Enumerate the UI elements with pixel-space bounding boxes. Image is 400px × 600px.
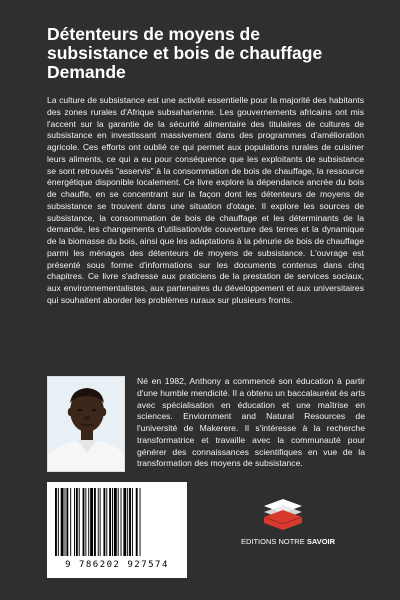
book-description: La culture de subsistance est une activité essentielle pour la majorité des habitants des zones rurales d'Afrique subsaharienne. Les gouvernements africains ont mis l'accent sur la garantie de la sécurité alimentaire des titulaires de cultures de subsistance en investissant massivement dans des programmes d'amélioration agricole. Ces efforts ont oublié ce qui permet aux populations rurales de cuisiner leurs aliments, ce qui a eu pour conséquence que les exploitants de subsistance se sont retrouvés "asservis" à la consommation de bois de chauffage, la ressource énergétique disponible localement. Ce livre explore la dépendance ancrée du bois de chauffe, en se concentrant sur la façon dont les détenteurs de moyens de subsistance se trouvent dans une situation d'otage. Il explore les sources de subsistance, la consommation de bois de chauffage et les déterminants de la demande, les changements d'utilisation/de couverture des terres et la dynamique de la biomasse du bois, ainsi que les adaptations à la pénurie de bois de chauffage parmi les ménages des détenteurs de moyens de subsistance. L'ouvrage est présenté sous forme d'informations sur les documents contenus dans cinq chapitres. Ce livre s'adresse aux praticiens de la prestation de services sociaux, aux environnementalistes, aux partenaires du développement et aux universitaires qui souhaitent aborder les problèmes ruraux sur plusieurs fronts. xyxy=(47,95,364,305)
stacked-books-icon xyxy=(258,496,308,532)
book-title-line-2: subsistance et bois de chauffage xyxy=(47,43,323,63)
isbn-digits: 9 786202 927574 xyxy=(65,560,169,570)
book-title-line-3: Demande xyxy=(47,62,126,82)
book-title-line-1: Détenteurs de moyens de xyxy=(47,24,260,44)
publisher-name xyxy=(228,537,348,546)
isbn-barcode xyxy=(47,482,187,578)
publisher-name-bold: SAVOIR xyxy=(306,537,336,546)
publisher-logo xyxy=(258,496,308,532)
book-title xyxy=(47,25,377,82)
author-biography: Né en 1982, Anthony a commencé son éducation à partir d'une humble mendicité. Il a obtenu un baccalauréat ès arts avec spécialisation en éducation et une maîtrise en sciences. Enviornment and Natural Resources de l'université de Makerere. Il s'intéresse à la recherche transformatrice et travaille avec la communauté pour générer des connaissances scientifiques en vue de la transformation des moyens de subsistance. xyxy=(137,376,365,469)
author-photo xyxy=(47,376,125,472)
publisher-name-prefix: EDITIONS NOTRE xyxy=(240,537,305,546)
author-portrait-icon xyxy=(48,377,125,472)
barcode-icon xyxy=(53,488,181,558)
